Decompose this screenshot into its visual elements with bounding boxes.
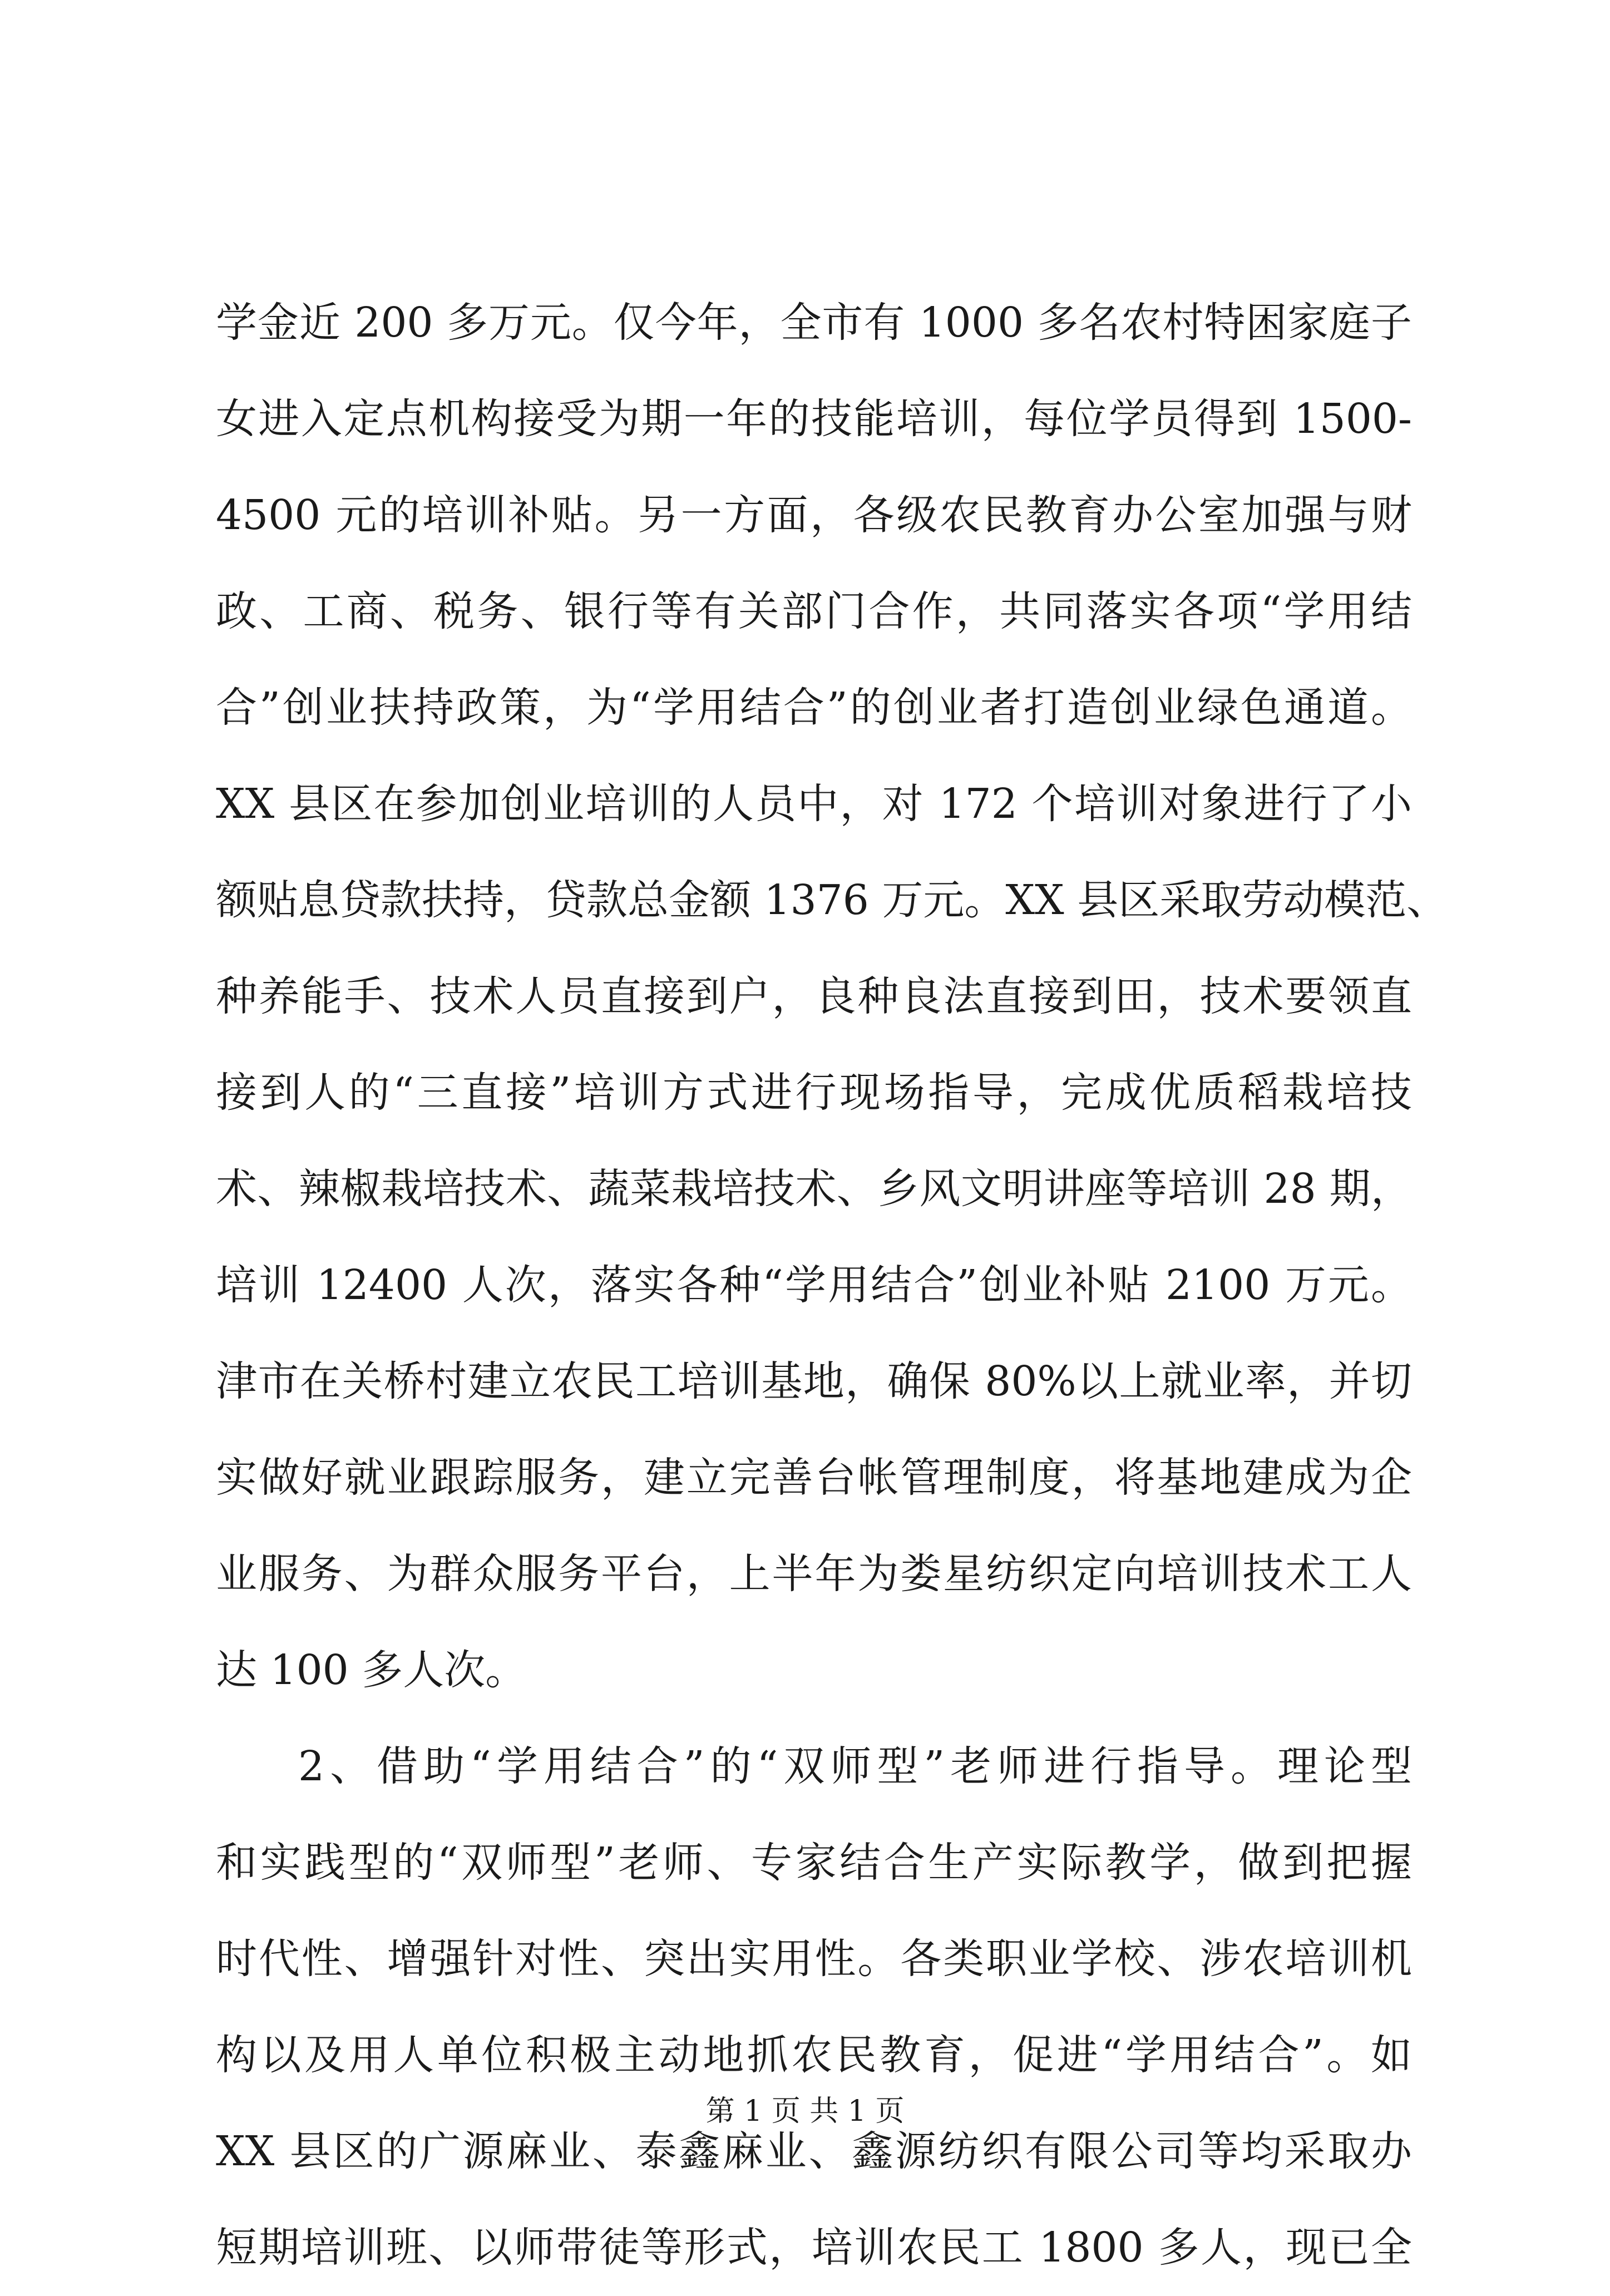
text-line: 种养能手、技术人员直接到户，良种良法直接到田，技术要领直 (216, 972, 1412, 1020)
text-line: 政、工商、税务、银行等有关部门合作，共同落实各项“学用结 (216, 587, 1412, 635)
text-line: 和实践型的“双师型”老师、专家结合生产实际教学，做到把握 (216, 1839, 1412, 1887)
text-line: 术、辣椒栽培技术、蔬菜栽培技术、乡风文明讲座等培训 28 期， (216, 1165, 1412, 1213)
text-line: 津市在关桥村建立农民工培训基地，确保 80%以上就业率，并切 (216, 1357, 1412, 1405)
paragraph-1 (216, 275, 1448, 1719)
paragraph-2 (216, 1719, 1412, 2296)
text-line: 构以及用人单位积极主动地抓农民教育，促进“学用结合”。如 (216, 2031, 1412, 2079)
text-line: XX 县区在参加创业培训的人员中，对 172 个培训对象进行了小 (216, 780, 1412, 828)
text-line: 4500 元的培训补贴。另一方面，各级农民教育办公室加强与财 (216, 491, 1412, 539)
text-line: 2、借助“学用结合”的“双师型”老师进行指导。理论型 (298, 1742, 1412, 1790)
text-line: 接到人的“三直接”培训方式进行现场指导，完成优质稻栽培技 (216, 1069, 1412, 1117)
text-line: 短期培训班、以师带徒等形式，培训农民工 1800 多人，现已全 (216, 2224, 1412, 2272)
text-line: 学金近 200 多万元。仅今年，全市有 1000 多名农村特困家庭子 (216, 299, 1412, 347)
text-line: 业服务、为群众服务平台，上半年为娄星纺织定向培训技术工人 (216, 1550, 1412, 1598)
page-number-label: 第 1 页 共 1 页 (705, 2095, 905, 2128)
text-line: 达 100 多人次。 (216, 1646, 527, 1694)
text-line: 合”创业扶持政策，为“学用结合”的创业者打造创业绿色通道。 (216, 684, 1412, 732)
text-line: 女进入定点机构接受为期一年的技能培训，每位学员得到 1500- (216, 395, 1412, 443)
text-line: 时代性、增强针对性、突出实用性。各类职业学校、涉农培训机 (216, 1935, 1412, 1983)
text-line: 额贴息贷款扶持，贷款总金额 1376 万元。XX 县区采取劳动模范、 (216, 876, 1448, 924)
text-line: 培训 12400 人次，落实各种“学用结合”创业补贴 2100 万元。 (216, 1261, 1412, 1309)
text-line: XX 县区的广源麻业、泰鑫麻业、鑫源纺织有限公司等均采取办 (216, 2127, 1412, 2175)
page-footer (0, 2092, 1610, 2131)
document-body (216, 275, 1448, 2296)
text-line: 实做好就业跟踪服务，建立完善台帐管理制度，将基地建成为企 (216, 1454, 1412, 1502)
